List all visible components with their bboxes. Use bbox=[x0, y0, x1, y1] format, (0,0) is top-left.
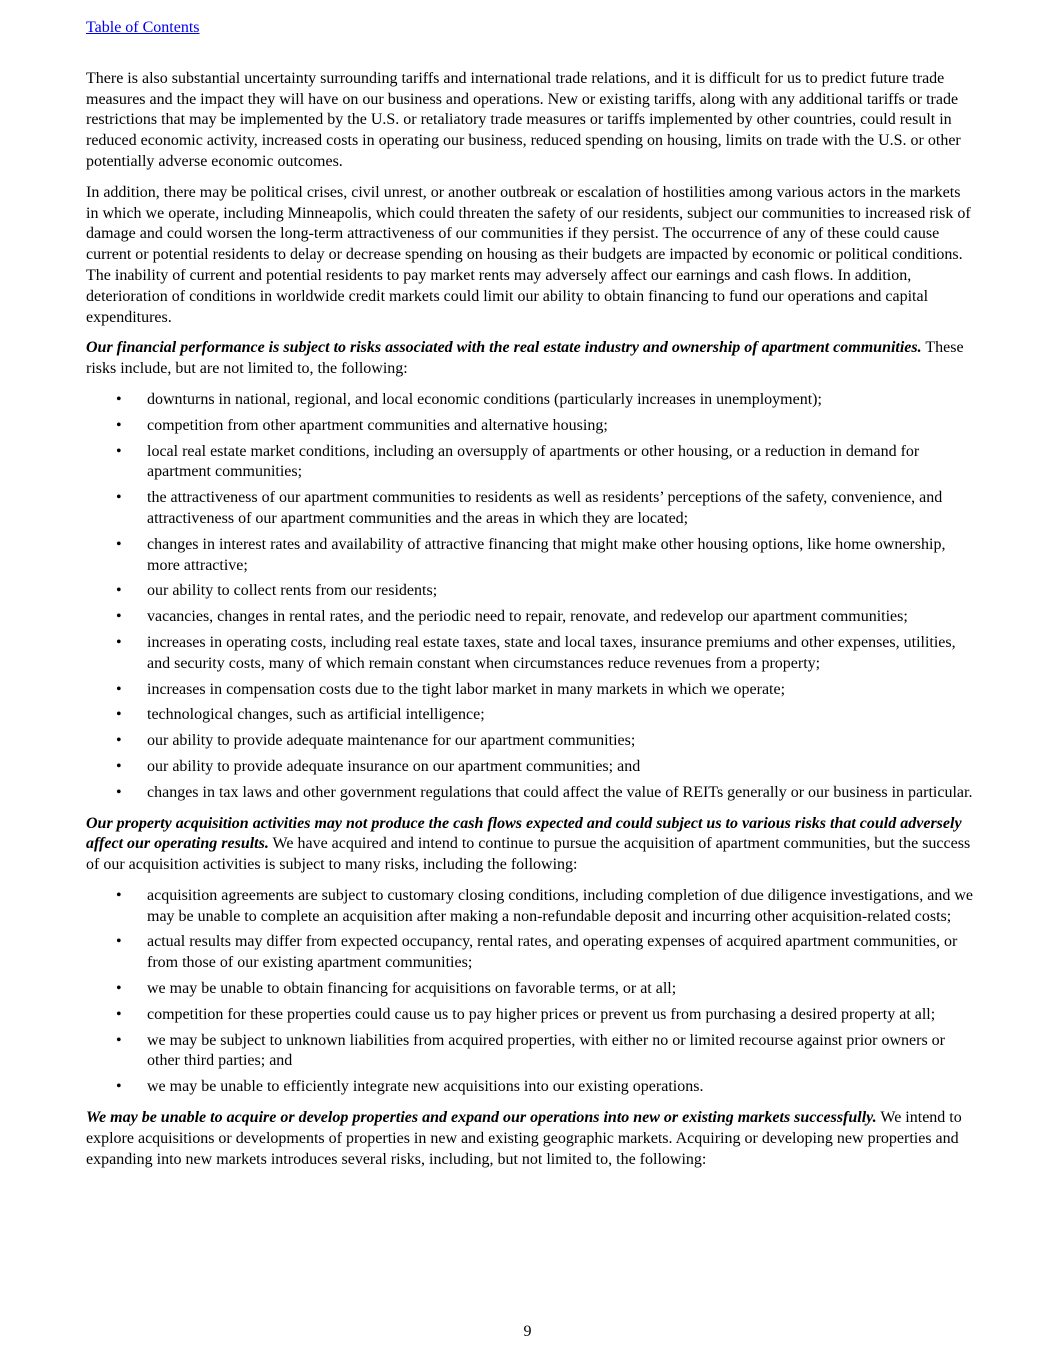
bullet-icon: • bbox=[116, 1005, 122, 1023]
bullet-icon: • bbox=[116, 980, 122, 998]
bullet-icon: • bbox=[116, 1031, 122, 1049]
bullet-icon: • bbox=[116, 933, 122, 951]
list-item: • our ability to provide adequate insurance on our apartment communities; and bbox=[86, 757, 974, 778]
bullet-icon: • bbox=[116, 608, 122, 626]
bullet-icon: • bbox=[116, 706, 122, 724]
section-intro: These risks include, but are not limited to, the following: bbox=[86, 339, 964, 378]
list-item: • the attractiveness of our apartment communities to residents as well as residents’ perceptions of the safety, convenience, and attractiveness of our apartment communities and the areas in which they are located; bbox=[116, 489, 943, 527]
bullet-icon: • bbox=[116, 416, 122, 434]
bullet-icon: • bbox=[116, 535, 122, 553]
list-item: • downturns in national, regional, and local economic conditions (particularly increases in unemployment); bbox=[86, 390, 974, 411]
list-item: • competition for these properties could cause us to pay higher prices or prevent us from purchasing a desired property at all; bbox=[86, 1005, 974, 1026]
list-item: • changes in tax laws and other government regulations that could affect the value of REITs generally or our business in particular. bbox=[86, 783, 974, 804]
section-heading: Our property acquisition activities may not produce the cash flows expected and could subject us to various risks that could adversely affect our operating results. bbox=[86, 814, 962, 853]
list-item: • actual results may differ from expected occupancy, rental rates, and operating expenses of acquired apartment communities, or from those of our existing apartment communities; bbox=[116, 933, 958, 972]
list-item: • competition from other apartment communities and alternative housing; bbox=[86, 416, 974, 437]
bullet-icon: • bbox=[116, 732, 122, 750]
section-intro: We intend to explore acquisitions or developments of properties in new and existing geographic markets. Acquiring or developing new properties and expanding into new markets introduces several risks, including, but not limited to, the following: bbox=[86, 1109, 962, 1168]
table-of-contents-link[interactable]: Table of Contents bbox=[86, 19, 200, 36]
list-item: • we may be unable to obtain financing for acquisitions on favorable terms, or at all; bbox=[86, 979, 974, 1000]
list-item: • we may be unable to efficiently integrate new acquisitions into our existing operations. bbox=[86, 1077, 974, 1098]
list-item: • technological changes, such as artificial intelligence; bbox=[86, 705, 974, 726]
list-item: • our ability to collect rents from our residents; bbox=[86, 581, 974, 602]
section-heading: Our financial performance is subject to risks associated with the real estate industry and ownership of apartment communities. bbox=[86, 339, 922, 357]
bullet-icon: • bbox=[116, 757, 122, 775]
list-item: • we may be subject to unknown liabilities from acquired properties, with either no or limited recourse against prior owners or other third parties; and bbox=[116, 1031, 945, 1070]
real-estate-risk-list bbox=[86, 390, 974, 804]
page-number: 9 bbox=[523, 1323, 532, 1340]
bullet-icon: • bbox=[116, 1078, 122, 1096]
document-page bbox=[86, 18, 974, 1180]
section-intro: We have acquired and intend to continue to pursue the acquisition of apartment communities, but the success of our acquisition activities is subject to many risks, including the following: bbox=[86, 835, 971, 874]
bullet-icon: • bbox=[116, 390, 122, 408]
list-item: • increases in compensation costs due to the tight labor market in many markets in which we operate; bbox=[86, 680, 974, 701]
paragraph-tariffs: There is also substantial uncertainty surrounding tariffs and international trade relations, and it is difficult for us to predict future trade measures and the impact they will have on our business and operations. New or existing tariffs, along with any additional tariffs or trade restrictions that may be implemented by the U.S. or retaliatory trade measures or tariffs implemented by other countries, could result in reduced economic activity, increased costs in operating our business, reduced spending on housing, limits on trade with the U.S. or other potentially adverse economic outcomes. bbox=[86, 69, 961, 170]
section-acquisition-risks bbox=[86, 814, 974, 876]
paragraph-political-crises: In addition, there may be political crises, civil unrest, or another outbreak or escalation of hostilities among various actors in the markets in which we operate, including Minneapolis, which could threaten the safety of our residents, subject our communities to increased risk of damage and could worsen the long-term attractiveness of our communities if they persist. The occurrence of any of these could cause current or potential residents to delay or decrease spending on housing as their budgets are impacted by economic or political conditions. The inability of current and potential residents to pay market rents may adversely affect our earnings and cash flows. In addition, deterioration of conditions in worldwide credit markets could limit our ability to obtain financing to fund our operations and capital expenditures. bbox=[86, 183, 971, 326]
list-item: • our ability to provide adequate maintenance for our apartment communities; bbox=[86, 731, 974, 752]
bullet-icon: • bbox=[116, 886, 122, 904]
list-item: • acquisition agreements are subject to customary closing conditions, including completion of due diligence investigations, and we may be unable to complete an acquisition after making a non-refundable deposit and incurring other acquisition-related costs; bbox=[116, 886, 974, 925]
bullet-icon: • bbox=[116, 582, 122, 600]
bullet-icon: • bbox=[116, 680, 122, 698]
bullet-icon: • bbox=[116, 633, 122, 651]
bullet-icon: • bbox=[116, 442, 122, 460]
section-real-estate-risks bbox=[86, 338, 974, 380]
bullet-icon: • bbox=[116, 489, 122, 507]
list-item: • increases in operating costs, including real estate taxes, state and local taxes, insurance premiums and other expenses, utilities, and security costs, many of which remain constant when circumstances reduce revenues from a property; bbox=[116, 633, 956, 672]
section-heading: We may be unable to acquire or develop properties and expand our operations into new or existing markets successfully. bbox=[86, 1109, 877, 1127]
section-expansion-risks bbox=[86, 1108, 974, 1170]
list-item: • changes in interest rates and availability of attractive financing that might make other housing options, like home ownership, more attractive; bbox=[116, 535, 946, 574]
list-item: • local real estate market conditions, including an oversupply of apartments or other housing, or a reduction in demand for apartment communities; bbox=[116, 442, 920, 481]
bullet-icon: • bbox=[116, 783, 122, 801]
acquisition-risk-list bbox=[86, 886, 974, 1098]
list-item: • vacancies, changes in rental rates, and the periodic need to repair, renovate, and redevelop our apartment communities; bbox=[86, 607, 974, 628]
